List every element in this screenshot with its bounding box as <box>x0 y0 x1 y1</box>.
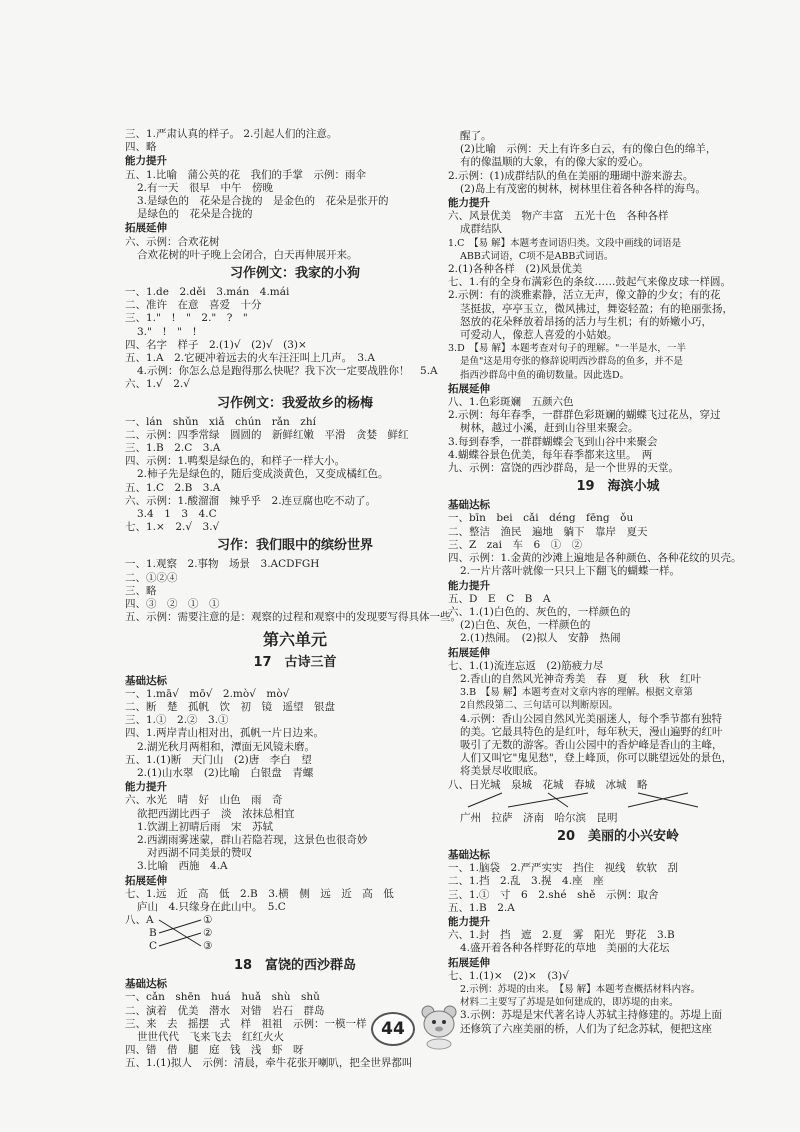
answer-line: 2.香山的自然风光神奇秀美 春 夏 秋 秋 红叶 <box>460 672 702 685</box>
answer-line: 醒了。 <box>460 130 492 142</box>
answer-line: 世世代代 飞来飞去 红红火火 <box>137 1030 284 1043</box>
answer-line: 3.每到春季，一群群蝴蝶会飞到山谷中来聚会 <box>448 435 658 448</box>
answer-line: 三、1.B 2.C 3.A <box>125 442 221 455</box>
section-heading: 能力提升 <box>125 155 167 168</box>
answer-line: 六、风景优美 物产丰富 五光十色 各种各样 <box>448 210 669 223</box>
answer-line: 庐山 4.只缘身在此山中。 5.C <box>137 900 286 913</box>
answer-line: 吸引了无数的游客。香山公园中的香炉峰是香山的主峰， <box>460 738 723 751</box>
section-heading: 基础达标 <box>125 978 167 991</box>
answer-line: 对西湖不同美景的赞叹 <box>147 847 252 860</box>
answer-line: 三、1.① 寸 6 2.shé shě 示例：取舍 <box>448 888 659 901</box>
answer-line: 三、1." ! " 2." ? " <box>125 312 248 325</box>
answer-line: 三、略 <box>125 584 157 597</box>
answer-line: 四、错 借 腿 庭 钱 浅 虾 呀 <box>125 1044 304 1057</box>
answer-line: 2.西湖雨雾迷蒙，群山若隐若现，这景色也很奇妙 <box>137 833 368 846</box>
answer-line: 树林，越过小溪，赶到山谷里来聚会。 <box>460 422 639 435</box>
section-heading: 拓展延伸 <box>448 646 490 659</box>
answer-line: 五、1.B 2.A <box>448 901 515 914</box>
answer-line: 四、名字 样子 2.(1)√ (2)√ (3)× <box>125 338 307 351</box>
section-heading: 能力提升 <box>125 781 167 794</box>
answer-line: 五、1.比喻 蒲公英的花 我们的手掌 示例：雨伞 <box>125 168 367 181</box>
answer-line: 2.一片片落叶就像一只只上下翻飞的蝴蝶一样。 <box>460 565 681 578</box>
answer-line: 是绿色的 花朵是合拢的 <box>137 208 253 221</box>
answer-line: 七、1.远 近 高 低 2.B 3.横 侧 远 近 高 低 <box>125 887 394 900</box>
answer-line: 4.示例：香山公园自然风光美丽迷人，每个季节都有独特 <box>460 712 723 725</box>
answer-line: 3.B 【易 解】本题考查对文章内容的理解。根据文章第 <box>460 687 693 699</box>
answer-line: 的美。它最具特色的是红叶，每年秋天，漫山遍野的红叶 <box>460 725 723 738</box>
section-heading: 拓展延伸 <box>125 874 167 887</box>
lesson-title: 18 富饶的西沙群岛 <box>233 958 357 974</box>
city-matching-lines <box>448 792 748 808</box>
answer-line: 4.蝴蝶谷景色优美，每年春季都来这里。 两 <box>448 448 653 461</box>
answer-line: 4.示例：你怎么总是跑得那么快呢？我下次一定要战胜你！ 5.A <box>137 365 438 378</box>
answer-line: 七、1.(1)× (2)× (3)√ <box>448 969 569 982</box>
section-heading: 拓展延伸 <box>448 956 490 969</box>
match-label: ② <box>203 927 213 940</box>
answer-line: 三、1.严肃认真的样子。 2.引起人们的注意。 <box>125 128 338 140</box>
section-heading: 基础达标 <box>125 674 167 687</box>
answer-line: 五、1.(1)拟人 示例：清晨，牵牛花张开喇叭，把全世界都叫 <box>125 1057 413 1070</box>
answer-line: 三、来 去 摇摆 式 样 祖祖 示例：一模一样 <box>125 1017 367 1030</box>
answer-line: 1.C 【易 解】本题考查词语归类。文段中画线的词语是 <box>448 237 682 249</box>
answer-line: 二、整洁 渔民 遍地 躺下 靠岸 夏天 <box>448 525 648 538</box>
lesson-title: 17 古诗三首 <box>253 654 337 670</box>
answer-line: 一、1.de 2.děi 3.mán 4.mái <box>125 286 290 299</box>
answer-line: 三、Z zai 车 6 ① ② <box>448 538 583 551</box>
lesson-title: 习作：我们眼中的缤纷世界 <box>216 538 373 554</box>
match-label: ① <box>203 914 213 927</box>
answer-line: 1.饮湖上初晴后雨 宋 苏轼 <box>137 820 274 833</box>
answer-line: 成群结队 <box>460 223 502 236</box>
left-column <box>125 128 465 1071</box>
answer-line: 2.有一天 很早 中午 傍晚 <box>137 181 274 194</box>
answer-line: 五、示例：需要注意的是：观察的过程和观察中的发现要写得具体一些。 <box>125 611 461 624</box>
match-label: C <box>149 940 158 953</box>
section-heading: 能力提升 <box>448 197 490 210</box>
answer-line: 四、示例：1.金黄的沙滩上遍地是各种颜色、各种花纹的贝壳。 <box>448 552 742 565</box>
answer-line: 六、示例：合欢花树 <box>125 235 220 248</box>
answer-line: 四、1.两岸青山相对出，孤帆一片日边来。 <box>125 727 325 740</box>
answer-line: 二、断 楚 孤帆 饮 初 镜 遥望 银盘 <box>125 700 335 713</box>
answer-line: 3." ! " ! <box>137 325 197 338</box>
answer-line: 2.湖光秋月两相和，潭面无风镜未磨。 <box>137 740 316 753</box>
lesson-title: 习作例文：我爱故乡的杨梅 <box>216 395 373 411</box>
section-heading: 基础达标 <box>448 499 490 512</box>
section-heading: 拓展延伸 <box>448 382 490 395</box>
section-heading: 能力提升 <box>448 915 490 928</box>
answer-line: 八、1.色彩斑斓 五颜六色 <box>448 396 574 409</box>
answer-line: ABB式词语，C项不是ABB式词语。 <box>460 250 614 262</box>
matching-lines <box>157 914 203 954</box>
answer-line: 五、D E C B A <box>448 592 551 605</box>
answer-line: 3.4 1 3 4.C <box>137 508 217 521</box>
answer-line: 六、1.√ 2.√ <box>125 378 190 391</box>
answer-line: 3.是绿色的 花朵是合拢的 是金色的 花朵是张开的 <box>137 195 389 208</box>
answer-line: 材料二主要写了苏堤是如何建成的，即苏堤的由来。 <box>460 997 679 1009</box>
answer-line: 二、准许 在意 喜爱 十分 <box>125 299 262 312</box>
answer-line: 合欢花树的叶子晚上会闭合，白天再伸展开来。 <box>137 248 358 261</box>
match-label: ③ <box>203 940 213 953</box>
answer-line: 2.柿子先是绿色的，随后变成淡黄色，又变成橘红色。 <box>137 468 389 481</box>
lesson-title: 习作例文：我家的小狗 <box>229 266 360 282</box>
answer-line: 2.(1)山水翠 (2)比喻 白银盘 青螺 <box>137 766 314 779</box>
answer-line: 六、水光 晴 好 山色 雨 奇 <box>125 794 283 807</box>
unit-title: 第六单元 <box>262 629 327 649</box>
answer-line: 欲把西湖比西子 淡 浓抹总相宜 <box>137 807 295 820</box>
answer-line: 2.示例：有的淡雅素静，活立无声，像文静的少女；有的花 <box>448 289 721 302</box>
match-label: 八、A <box>125 914 154 927</box>
answer-line: 七、1.(1)流连忘返 (2)筋疲力尽 <box>448 659 604 672</box>
answer-line: 4.盛开着各种各样野花的草地 美丽的大花坛 <box>460 942 670 955</box>
answer-line: 五、1.A 2.它硬冲着远去的火车汪汪叫上几声。 3.A <box>125 352 375 365</box>
answer-line: 四、示例：1.鸭梨是绿色的，和样子一样大小。 <box>125 455 346 468</box>
section-heading: 拓展延伸 <box>125 222 167 235</box>
match-label: B <box>149 927 157 940</box>
answer-line: 一、cǎn shēn huá huǎ shù shǔ <box>125 991 320 1004</box>
answer-line: 五、1.C 2.B 3.A <box>125 481 221 494</box>
answer-line: 六、1.(1)白色的、灰色的，一样颜色的 <box>448 605 631 618</box>
answer-line: 三、1.① 2.② 3.① <box>125 714 229 727</box>
answer-line: 2.示例：每年春季，一群群色彩斑斓的蝴蝶飞过花丛，穿过 <box>448 409 721 422</box>
answer-line: 八、日光城 泉城 花城 春城 冰城 略 <box>448 778 648 791</box>
answer-line: 一、1.脑袋 2.严严实实 挡住 视线 软软 刮 <box>448 862 679 875</box>
matching-diagram <box>125 914 465 954</box>
answer-line: 2.(1)各种各样 (2)风景优美 <box>448 263 583 276</box>
answer-line: 有的像温顺的大象，有的像大家的爱心。 <box>460 156 649 169</box>
section-heading: 基础达标 <box>448 848 490 861</box>
answer-line: (2)白色、灰色，一样颜色的 <box>460 619 591 632</box>
answer-line: 3.比喻 西施 4.A <box>137 860 228 873</box>
answer-line: 是鱼"这是用夸张的修辞说明西沙群岛的鱼多，并不是 <box>460 356 683 368</box>
answer-line: 2.示例：苏堤的由来。 【易 解】本题考查概括材料内容。 <box>460 983 701 995</box>
answer-line: 六、1.封 挡 遮 2.夏 雾 阳光 野花 3.B <box>448 929 675 942</box>
answer-line: 怒放的花朵释放着昂扬的活力与生机；有的娇嫩小巧， <box>460 315 712 328</box>
answer-line: 还修筑了六座美丽的桥，人们为了纪念苏轼，便把这座 <box>460 1022 712 1035</box>
section-heading: 能力提升 <box>448 579 490 592</box>
answer-line: 指西沙群岛中鱼的确切数量。因此选D。 <box>460 369 630 381</box>
answer-line: 六、示例：1.酸溜溜 辣乎乎 2.连豆腐也吃不动了。 <box>125 494 377 507</box>
answer-line: 一、bīn bei cǎi déng fēng ǒu <box>448 512 634 525</box>
answer-line: 茎挺拔，亭亭玉立，微风拂过，舞姿轻盈；有的艳丽张扬， <box>460 302 733 315</box>
answer-line: 四、③ ② ① ① <box>125 598 220 611</box>
answer-line: 四、略 <box>125 141 157 154</box>
lesson-title: 19 海滨小城 <box>576 479 660 495</box>
answer-line: 一、1.mā√ mō√ 2.mò√ mò√ <box>125 687 290 700</box>
answer-line: 2.(1)热闹。 (2)拟人 安静 热闹 <box>460 632 621 645</box>
answer-line: 人们又叫它"鬼见愁"，登上峰顶，你可以眺望远处的景色， <box>460 752 733 765</box>
answer-line: 3.D 【易 解】本题考查对句子的理解。"一半是水，一半 <box>448 343 686 355</box>
page-number: 44 <box>371 1012 415 1046</box>
answer-line: 九、示例：富饶的西沙群岛，是一个世界的天堂。 <box>448 462 679 475</box>
right-column <box>448 130 788 1036</box>
answer-line: 广州 拉萨 济南 哈尔滨 昆明 <box>460 811 618 824</box>
answer-line: 二、示例：四季常绿 圆圆的 新鲜红嫩 平滑 贪婪 鲜红 <box>125 428 409 441</box>
answer-line: 二、1.挡 2.乱 3.㨪 4.座 座 <box>448 875 604 888</box>
answer-line: 五、1.(1)断 天门山 (2)唐 李白 望 <box>125 753 312 766</box>
answer-line: 可爱动人，像惹人喜爱的小姑娘。 <box>460 329 618 342</box>
answer-line: (2)岛上有茂密的树林，树林里住着各种各样的海鸟。 <box>460 182 706 195</box>
answer-line: 3.示例：苏堤是宋代著名诗人苏轼主持修建的。苏堤上面 <box>460 1009 723 1022</box>
answer-line: 一、lán shǔn xiǎ chún rǎn zhí <box>125 415 316 428</box>
answer-line: 二、演着 优美 潜水 对错 岩石 群岛 <box>125 1004 325 1017</box>
answer-line: 将美景尽收眼底。 <box>460 765 544 778</box>
answer-line: (2)比喻 示例：天上有许多白云，有的像白色的绵羊， <box>460 143 717 156</box>
answer-line: 2.示例：(1)成群结队的鱼在美丽的珊瑚中游来游去。 <box>448 169 694 182</box>
lesson-title: 20 美丽的小兴安岭 <box>556 828 680 844</box>
answer-line: 七、1.有的全身布满彩色的条纹……鼓起气来像皮球一样圆。 <box>448 276 732 289</box>
answer-line: 2自然段第二、三句话可以判断原因。 <box>460 700 619 712</box>
mascot-icon <box>416 1000 462 1050</box>
answer-line: 二、①②④ <box>125 571 178 584</box>
answer-line: 一、1.观察 2.事物 场景 3.ACDFGH <box>125 558 320 571</box>
answer-line: 七、1.× 2.√ 3.√ <box>125 521 220 534</box>
